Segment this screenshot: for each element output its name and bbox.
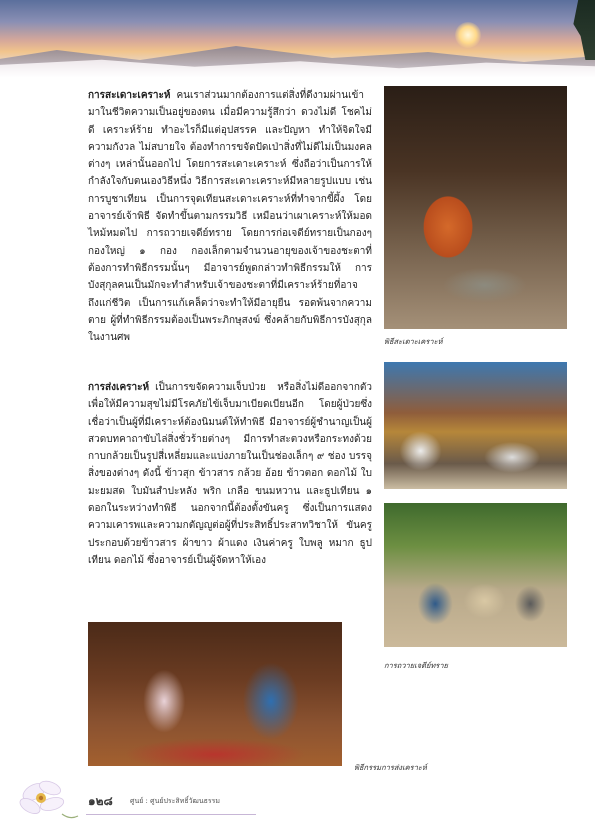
photo-caption: พิธีสะเดาะเคราะห์	[384, 337, 443, 346]
paragraph-heading: การส่งเคราะห์	[88, 382, 150, 393]
paragraph-song-khro	[88, 379, 372, 569]
photo-caption: การถวายเจดีย์ทราย	[384, 661, 448, 670]
footer-divider	[86, 814, 256, 815]
ritual-photo-temple-hall	[384, 362, 567, 489]
ritual-photo-monks	[384, 86, 567, 329]
ritual-photo-sand-pagoda	[384, 503, 567, 647]
orchid-flower-icon	[12, 770, 80, 830]
tree-silhouette	[571, 0, 595, 60]
ritual-photo-house-ceremony	[88, 622, 342, 766]
header-banner	[0, 0, 595, 78]
page-number: ๑๒๘	[88, 794, 113, 808]
paragraph-sadoh-khro	[88, 87, 372, 346]
sun-graphic	[455, 22, 481, 48]
paragraph-heading: การสะเดาะเคราะห์	[88, 90, 171, 101]
paragraph-body: คนเราส่วนมากต้องการแต่สิ่งที่ดีงามผ่านเข้ามาในชีวิตความเป็นอยู่ของตน เมื่อมีความรู้สึกว่า ดวงไม่ดี โชคไม่ดี เคราะห์ร้าย ทำอะไรก็มีแต่อุปสรรค และปัญหา ทำให้จิตใจมีความกังวล ไม่สบายใจ ต้องทำการขจัดปัดเป่าสิ่งที่ไม่ดีไม่เป็นมงคลต่างๆ เหล่านั้นออกไป โดยการสะเดาะเคราะห์ ซึ่งถือว่าเป็นการให้กำลังใจกับตนเองวิธีหนึ่ง วิธีการสะเดาะเคราะห์มีหลายรูปแบบ เช่น การบูชาเทียน เป็นการจุดเทียนสะเดาะเคราะห์ที่ทำจากขี้ผึ้ง โดยอาจารย์เจ้าพิธี จัดทำขึ้นตามกรรมวิธี เหมือนว่าเผาเคราะห์ให้มอดไหม้หมดไป การถวายเจดีย์ทราย โดยการก่อเจดีย์ทรายเป็นกองๆ กองใหญ่ ๑ กอง กองเล็กตามจำนวนอายุของเจ้าของชะตาที่ต้องการทำพิธีกรรมนั้นๆ มีอาจารย์พูดกล่าวทำพิธีกรรมให้ การบังสุกุลคนเป็นมักจะทำสำหรับเจ้าของชะตาที่มีเคราะห์ร้ายที่อาจถึงแก่ชีวิต เป็นการแก้เคล็ดว่าจะทำให้มีอายุยืน รอดพ้นจากความตาย ผู้ที่ทำพิธีกรรมต้องเป็นพระภิกษุสงฆ์ ซึ่งคล้ายกับพิธีการบังสุกุลในงานศพ	[88, 90, 372, 344]
paragraph-body: เป็นการขจัดความเจ็บป่วย หรือสิ่งไม่ดีออกจากตัว เพื่อให้มีความสุขไม่มีโรคภัยไข้เจ็บมาเบียดเบียนอีก โดยผู้ป่วยซึ่งเชื่อว่าเป็นผู้ที่มีเคราะห์ต้องนิมนต์ให้ทำพิธี มีอาจารย์ผู้ชำนาญเป็นผู้สวดบทคาถาขับไล่สิ่งชั่วร้ายต่างๆ มีการทำสะตวงหรือกระทงด้วยกาบกล้วยเป็นรูปสี่เหลี่ยมและแบ่งภายในเป็นช่องเล็กๆ ๙ ช่อง บรรจุสิ่งของต่างๆ ดังนี้ ข้าวสุก ข้าวสาร กล้วย อ้อย ข้าวตอก ดอกไม้ ใบมะยมสด ใบมันสำปะหลัง พริก เกลือ ขนมหวาน และธูปเทียน ๑ ดอกในระหว่างทำพิธี นอกจากนี้ต้องตั้งขันครู ซึ่งเป็นการแสดงความเคารพและความกตัญญูต่อผู้ที่ประสิทธิ์ประสาทวิชาให้ ขันครูประกอบด้วยข้าวสาร ผ้าขาว ผ้าแดง เงินค่าครู ใบพลู หมาก ธูปเทียน ดอกไม้ ซึ่งอาจารย์เป็นผู้จัดหาให้เอง	[88, 382, 372, 566]
footer-label: ศูนย์ : ศูนย์ประสิทธิ์วัฒนธรรม	[130, 797, 221, 805]
photo-caption: พิธีกรรมการส่งเคราะห์	[354, 763, 427, 772]
